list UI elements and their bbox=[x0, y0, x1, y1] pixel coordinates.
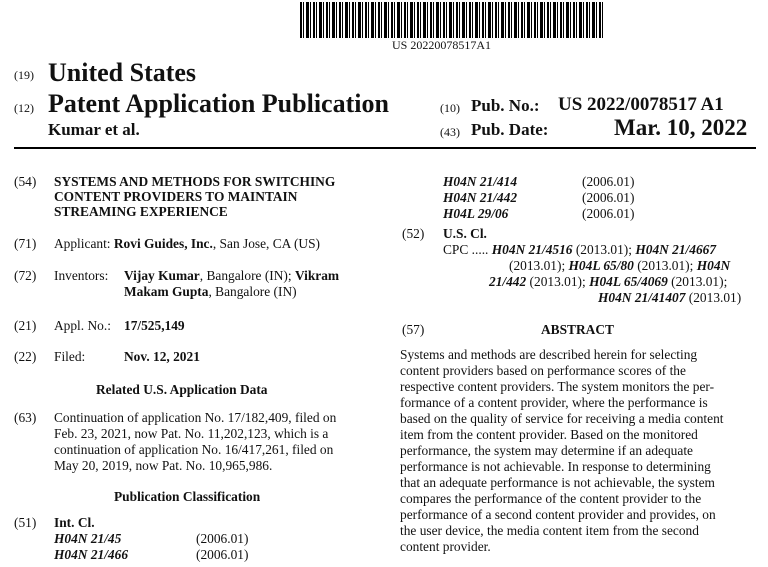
inventor-1-location: , Bangalore (IN); bbox=[199, 268, 295, 283]
header-divider bbox=[14, 147, 756, 149]
filed-date: Nov. 12, 2021 bbox=[124, 349, 200, 364]
related-line-4: May 20, 2019, now Pat. No. 10,965,986. bbox=[54, 458, 273, 473]
related-data-heading: Related U.S. Application Data bbox=[96, 382, 268, 397]
inid-43: (43) bbox=[440, 125, 460, 139]
inventors-label: Inventors: bbox=[54, 268, 109, 283]
inid-52: (52) bbox=[402, 226, 425, 241]
inid-57: (57) bbox=[402, 322, 425, 337]
abstract-heading: ABSTRACT bbox=[541, 322, 614, 337]
related-line-3: continuation of application No. 16/417,261, filed on bbox=[54, 442, 334, 457]
country-title: United States bbox=[48, 58, 197, 87]
cpc-code: H04N bbox=[696, 258, 731, 273]
abstract-line: respective content providers. The system monitors the per- bbox=[400, 379, 715, 394]
cpc-line-1 bbox=[443, 242, 716, 258]
abstract-body bbox=[400, 347, 756, 555]
int-cl-year: (2006.01) bbox=[196, 531, 249, 546]
int-cl-code: H04N 21/442 bbox=[443, 190, 518, 205]
applicant-name: Rovi Guides, Inc. bbox=[113, 236, 213, 251]
pub-no-label: Pub. No.: bbox=[471, 96, 540, 115]
applicant-location: , San Jose, CA (US) bbox=[212, 236, 320, 251]
cpc-year: (2013.01); bbox=[667, 274, 728, 289]
barcode bbox=[300, 2, 604, 38]
abstract-line: based on the quality of service for receiving a media content bbox=[400, 411, 724, 426]
abstract-line: that an adequate performance is not achievable, the system bbox=[400, 475, 715, 490]
int-cl-year: (2006.01) bbox=[582, 174, 635, 189]
abstract-line: content providers based on performance scores of the bbox=[400, 363, 686, 378]
inventor-2-rest: Makam Gupta bbox=[124, 284, 209, 299]
cpc-year: (2013.01); bbox=[633, 258, 697, 273]
pub-date-value: Mar. 10, 2022 bbox=[614, 115, 748, 140]
inid-54: (54) bbox=[14, 174, 37, 189]
inventor-1-name: Vijay Kumar bbox=[124, 268, 200, 283]
abstract-line: the user device, the media content item from the second bbox=[400, 523, 699, 538]
title-line-3: STREAMING EXPERIENCE bbox=[54, 204, 228, 219]
cpc-code: H04N 21/41407 bbox=[598, 290, 686, 305]
inventors-line-1 bbox=[124, 268, 339, 284]
cpc-code: 21/442 bbox=[489, 274, 527, 289]
int-cl-code: H04N 21/466 bbox=[54, 547, 129, 562]
abstract-line: performance is not achievable. In response to determining bbox=[400, 459, 711, 474]
abstract-line: performance of a second content provider and provides, on bbox=[400, 507, 716, 522]
applicant-field bbox=[54, 236, 320, 252]
int-cl-year: (2006.01) bbox=[196, 547, 249, 562]
inid-72: (72) bbox=[14, 268, 37, 283]
abstract-line: compares the performance of the content provider to the bbox=[400, 491, 702, 506]
inventors-line-2 bbox=[124, 284, 297, 300]
abstract-line: item from the content provider. Based on the monitored bbox=[400, 427, 698, 442]
related-line-1: Continuation of application No. 17/182,409, filed on bbox=[54, 410, 337, 425]
cpc-code: H04L 65/80 bbox=[568, 258, 634, 273]
abstract-line: Systems and methods are described herein for selecting bbox=[400, 347, 698, 362]
inventor-2-location: , Bangalore (IN) bbox=[208, 284, 297, 299]
int-cl-code: H04L 29/06 bbox=[443, 206, 509, 221]
cpc-year: (2013.01); bbox=[572, 242, 636, 257]
cpc-year: (2013.01) bbox=[685, 290, 742, 305]
publication-type-title: Patent Application Publication bbox=[48, 89, 389, 118]
us-cl-label: U.S. Cl. bbox=[443, 226, 487, 241]
inventor-2-first: Vikram bbox=[294, 268, 340, 283]
cpc-line-3 bbox=[489, 274, 727, 290]
abstract-line: formance of a content provider, where the performance is bbox=[400, 395, 708, 410]
int-cl-year: (2006.01) bbox=[582, 190, 635, 205]
abstract-line: performance, the system may determine if an adequate bbox=[400, 443, 693, 458]
pub-date-label: Pub. Date: bbox=[471, 120, 549, 139]
inid-19: (19) bbox=[14, 68, 34, 82]
cpc-line-2 bbox=[509, 258, 730, 274]
cpc-code: H04N 21/4667 bbox=[635, 242, 717, 257]
inid-71: (71) bbox=[14, 236, 37, 251]
cpc-line-4 bbox=[598, 290, 741, 306]
abstract-line: content provider. bbox=[400, 539, 491, 554]
appl-no-label: Appl. No.: bbox=[54, 318, 111, 333]
appl-no-value: 17/525,149 bbox=[124, 318, 185, 333]
cpc-code: H04N 21/4516 bbox=[491, 242, 573, 257]
publication-number-under-barcode: US 20220078517A1 bbox=[392, 38, 492, 52]
title-line-2: CONTENT PROVIDERS TO MAINTAIN bbox=[54, 189, 298, 204]
cpc-label: CPC ..... bbox=[443, 242, 489, 257]
classification-heading: Publication Classification bbox=[114, 489, 261, 504]
inid-51: (51) bbox=[14, 515, 37, 530]
int-cl-label: Int. Cl. bbox=[54, 515, 95, 530]
related-line-2: Feb. 23, 2021, now Pat. No. 11,202,123, which is a bbox=[54, 426, 329, 441]
int-cl-code: H04N 21/414 bbox=[443, 174, 518, 189]
cpc-year: (2013.01); bbox=[526, 274, 590, 289]
int-cl-code: H04N 21/45 bbox=[54, 531, 122, 546]
pub-no-value: US 2022/0078517 A1 bbox=[558, 94, 724, 115]
inid-63: (63) bbox=[14, 410, 37, 425]
inid-21: (21) bbox=[14, 318, 37, 333]
inid-12: (12) bbox=[14, 101, 34, 115]
applicant-label: Applicant: bbox=[54, 236, 111, 251]
inid-10: (10) bbox=[440, 101, 460, 115]
inid-22: (22) bbox=[14, 349, 37, 364]
int-cl-year: (2006.01) bbox=[582, 206, 635, 221]
cpc-code: H04L 65/4069 bbox=[589, 274, 668, 289]
cpc-year: (2013.01); bbox=[509, 258, 569, 273]
filed-label: Filed: bbox=[54, 349, 86, 364]
title-line-1: SYSTEMS AND METHODS FOR SWITCHING bbox=[54, 174, 336, 189]
authors: Kumar et al. bbox=[48, 120, 140, 139]
